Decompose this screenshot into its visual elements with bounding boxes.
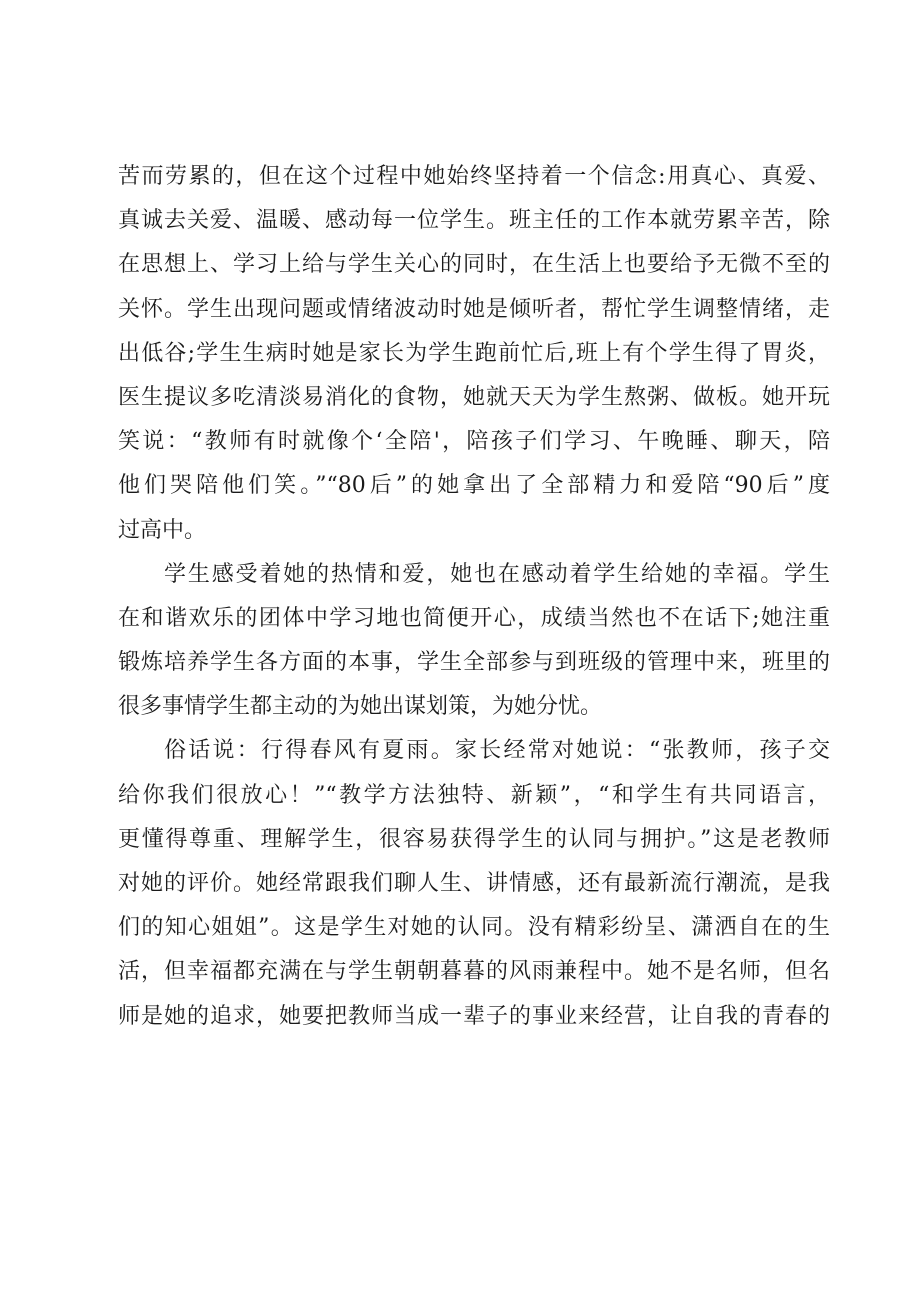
- paragraph-3-line-4: 对她的评价。她经常跟我们聊人生、讲情感，还有最新流行潮流，是我: [118, 871, 830, 896]
- paragraph-1-line-7: 笑说：“教师有时就像个‘全陪'，陪孩子们学习、午晚睡、聊天，陪: [118, 429, 830, 455]
- paragraph-1-line-3: 在思想上、学习上给与学生关心的同时，在生活上也要给予无微不至的: [118, 252, 830, 278]
- document-body: [118, 155, 830, 1039]
- paragraph-2-line-3: 锻炼培养学生各方面的本事，学生全部参与到班级的管理中来，班里的: [118, 650, 830, 676]
- paragraph-2-line-1: 学生感受着她的热情和爱，她也在感动着学生给她的幸福。学生: [164, 561, 830, 587]
- paragraph-1-line-1: 苦而劳累的，但在这个过程中她始终坚持着一个信念:用真心、真爱、: [118, 164, 830, 189]
- paragraph-1-line-2: 真诚去关爱、温暖、感动每一位学生。班主任的工作本就劳累辛苦，除: [118, 208, 830, 234]
- paragraph-1-line-6: 医生提议多吃清淡易消化的食物，她就天天为学生熬粥、做板。她开玩: [118, 384, 830, 410]
- paragraph-1-line-4: 关怀。学生出现问题或情绪波动时她是倾听者，帮忙学生调整情绪，走: [118, 296, 830, 322]
- paragraph-3-line-7: 师是她的追求，她要把教师当成一辈子的事业来经营，让自我的青春的: [118, 1003, 830, 1029]
- paragraph-3-line-3: 更懂得尊重、理解学生，很容易获得学生的认同与拥护。”这是老教师: [118, 826, 830, 852]
- paragraph-2-line-2: 在和谐欢乐的团体中学习地也简便开心，成绩当然也不在话下;她注重: [118, 605, 830, 631]
- paragraph-2-line-4: 很多事情学生都主动的为她出谋划策，为她分忧。: [118, 694, 603, 720]
- paragraph-1-line-8: 他们哭陪他们笑。”“80后”的她拿出了全部精力和爱陪“90后”度: [118, 473, 830, 499]
- paragraph-1-line-5: 出低谷;学生生病时她是家长为学生跑前忙后,班上有个学生得了胃炎，: [118, 340, 830, 366]
- paragraph-3-line-2: 给你我们很放心！”“教学方法独特、新颖”，“和学生有共同语言，: [118, 782, 830, 808]
- paragraph-3-line-5: 们的知心姐姐”。这是学生对她的认同。没有精彩纷呈、潇洒自在的生: [118, 915, 830, 941]
- paragraph-1-line-9: 过高中。: [118, 517, 207, 543]
- paragraph-3-line-1: 俗话说：行得春风有夏雨。家长经常对她说：“张教师，孩子交: [164, 738, 830, 764]
- paragraph-3-line-6: 活，但幸福都充满在与学生朝朝暮暮的风雨兼程中。她不是名师，但名: [118, 959, 830, 985]
